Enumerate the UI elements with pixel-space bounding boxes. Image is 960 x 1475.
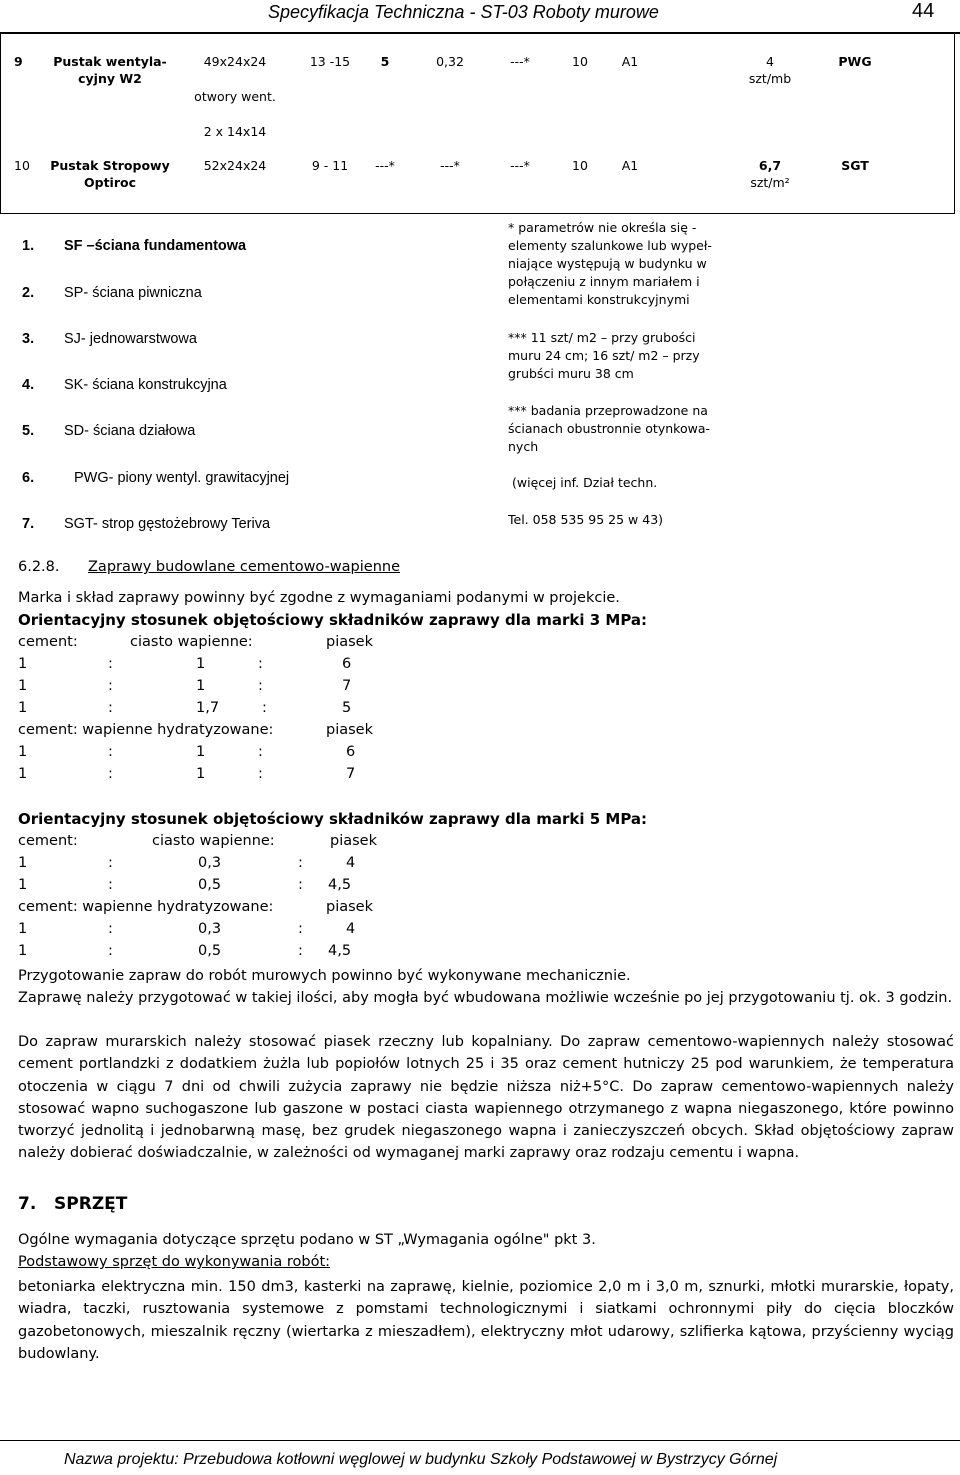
section-7-heading: 7. SPRZĘT	[18, 1194, 128, 1214]
paragraph: Zaprawę należy przygotować w takiej ilości, aby mogła być wbudowana możliwie wcześnie po jej przygotowaniu tj. ok. 3 godzin.	[18, 990, 953, 1006]
legend-item: SGT- strop gęstożebrowy Teriva	[64, 516, 271, 532]
intro-text: Marka i skład zaprawy powinny być zgodne z wymaganiami podanymi w projekcie.	[18, 590, 620, 606]
dimensions: 49x24x24 otwory went. 2 x 14x14	[194, 54, 276, 139]
legend-item: SD- ściana działowa	[64, 423, 196, 439]
heading-3mpa: Orientacyjny stosunek objętościowy składników zaprawy dla marki 3 MPa:	[18, 611, 648, 629]
footer-rule	[0, 1440, 960, 1441]
note-usage: *** 11 szt/ m2 – przy grubości muru 24 cm; 16 szt/ m2 – przy grubści muru 38 cm	[508, 330, 700, 381]
ratio-row: 1 : 1 : 6	[18, 656, 352, 672]
legend-item: SK- ściana konstrukcyjna	[64, 377, 227, 393]
legend-item: SF –ściana fundamentowa	[64, 238, 247, 254]
ratio-row: 1 : 1,7 : 5	[18, 700, 352, 716]
heading-5mpa: Orientacyjny stosunek objętościowy składników zaprawy dla marki 5 MPa:	[18, 810, 648, 828]
section-number: 6.2.8.	[18, 559, 60, 575]
page-header-title: Specyfikacja Techniczna - ST-03 Roboty murowe	[268, 2, 659, 22]
paragraph: Do zapraw murarskich należy stosować piasek rzeczny lub kopalniany. Do zapraw cementowo-wapiennych należy stosować cement portlandzki z dodatkiem żużla lub popiołów lotnych 25 i 35 oraz cement hutniczy 25 pod warunkiem, że temperatura otoczenia w ciągu 7 dni od chwili zużycia zaprawy nie będzie niższa niż+5°C. Do zapraw cementowo-wapiennych należy stosować wapno suchogaszone lub gaszone w postaci ciasta wapiennego otrzymanego z wapna niegaszonego, które powinno tworzyć jednolitą i jednobarwną masę, bez grudek niegaszonego wapna i zanieczyszczeń obcych. Skład objętościowy zapraw należy dobierać doświadczalnie, w zależności od wymaganej marki zaprawy oraz rodzaju cementu i wapna.	[18, 1034, 954, 1162]
product-name: Pustak Stropowy Optiroc	[50, 158, 170, 190]
header-rule	[0, 32, 960, 34]
ratio-row: 1 : 0,3 : 4	[18, 855, 356, 871]
footer-project-name: Nazwa projektu: Przebudowa kotłowni węglowej w budynku Szkoły Podstawowej w Bystrzycy Górnej	[64, 1451, 778, 1468]
general-requirements: Ogólne wymagania dotyczące sprzętu podano w ST „Wymagania ogólne" pkt 3.	[18, 1232, 596, 1248]
ratio-row: 1 : 1 : 6	[18, 744, 356, 760]
legend-item: PWG- piony wentyl. grawitacyjnej	[74, 470, 290, 486]
section-title: Zaprawy budowlane cementowo-wapienne	[88, 559, 400, 575]
note-tests: *** badania przeprowadzone na ścianach obustronnie otynkowa- nych	[508, 403, 710, 454]
legend-item: SP- ściana piwniczna	[64, 285, 202, 301]
equipment-subheading: Podstawowy sprzęt do wykonywania robót:	[18, 1254, 331, 1270]
row-number: 10	[14, 158, 30, 173]
ratio-row: 1 : 1 : 7	[18, 678, 352, 694]
product-name: Pustak wentyla- cyjny W2	[53, 54, 167, 86]
legend-item: SJ- jednowarstwowa	[64, 331, 197, 347]
ratio-row: 1 : 0,5 : 4,5	[18, 877, 352, 893]
note-phone: Tel. 058 535 95 25 w 43)	[508, 512, 664, 527]
ratio-row: 1 : 1 : 7	[18, 766, 356, 782]
note-info: (więcej inf. Dział techn.	[512, 475, 658, 490]
ratio-row: 1 : 0,3 : 4	[18, 921, 356, 937]
paragraph: Przygotowanie zapraw do robót murowych powinno być wykonywane mechanicznie.	[18, 968, 631, 984]
row-number: 9	[14, 54, 23, 69]
note-parameters: * parametrów nie określa się - elementy szalunkowe lub wypeł- niające występują w budynku w połączeniu z innym mariałem i elementami konstrukcyjnymi	[508, 220, 712, 307]
equipment-list: betoniarka elektryczna min. 150 dm3, kasterki na zaprawę, kielnie, poziomice 2,0 m i 3,0 m, sznurki, młotki murarskie, łopaty, wiadra, taczki, rusztowania systemowe z pomstami technologicznymi i siatkami ochronnymi piły do cięcia bloczków gazobetonowych, mieszalnik ręczny (wiertarka z mieszadłem), elektryczny młot udarowy, szlifierka kątowa, przyścienny wyciąg budowlany.	[18, 1279, 954, 1362]
page-number: 44	[912, 0, 935, 22]
ratio-row: 1 : 0,5 : 4,5	[18, 943, 352, 959]
